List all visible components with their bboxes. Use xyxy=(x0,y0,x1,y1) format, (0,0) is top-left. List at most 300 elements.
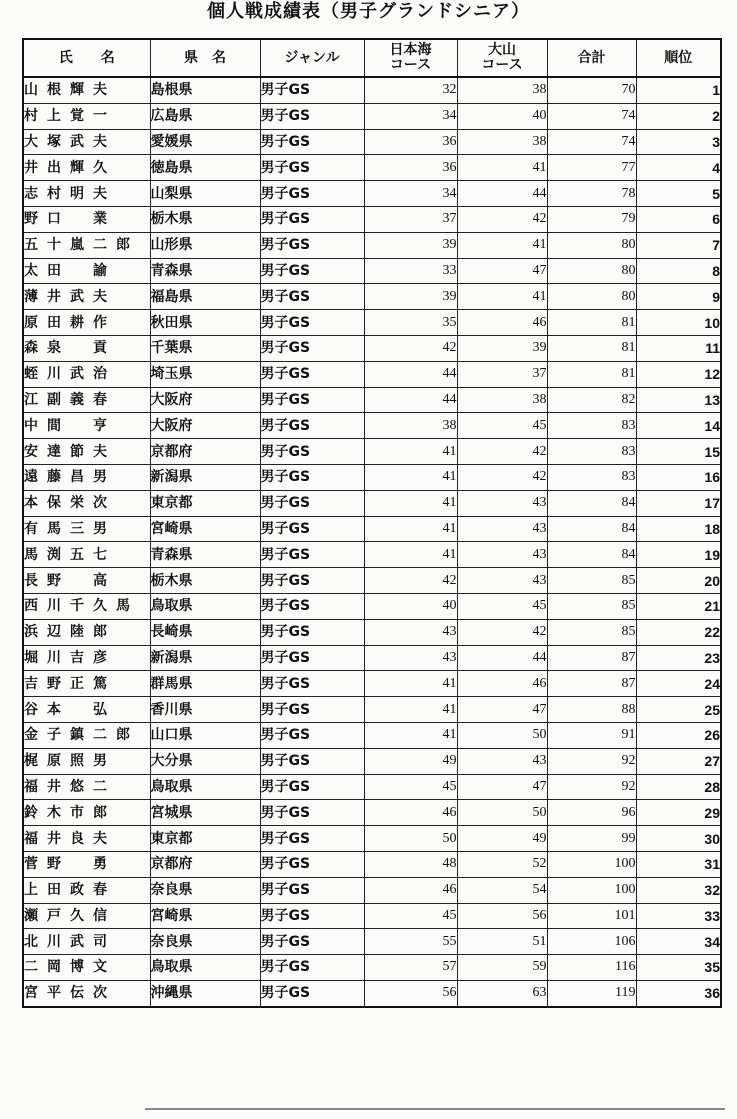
cell-rank: 3 xyxy=(636,129,721,155)
cell-course2-score: 42 xyxy=(457,619,547,645)
cell-prefecture: 島根県 xyxy=(150,77,260,103)
cell-prefecture: 大阪府 xyxy=(150,413,260,439)
cell-course1-score: 57 xyxy=(364,955,457,981)
header-row xyxy=(23,39,721,77)
table-row xyxy=(23,361,721,387)
cell-rank: 28 xyxy=(636,774,721,800)
cell-course2-score: 59 xyxy=(457,955,547,981)
cell-name: 福井良夫 xyxy=(23,826,150,852)
cell-rank: 35 xyxy=(636,955,721,981)
cell-name: 福井悠二 xyxy=(23,774,150,800)
cell-name: 谷本 弘 xyxy=(23,697,150,723)
cell-genre: 男子GS xyxy=(260,103,364,129)
table-row xyxy=(23,335,721,361)
header-genre: ジャンル xyxy=(260,39,364,77)
table-row xyxy=(23,542,721,568)
cell-course1-score: 42 xyxy=(364,335,457,361)
cell-genre: 男子GS xyxy=(260,387,364,413)
cell-name: 西川千久馬 xyxy=(23,593,150,619)
cell-prefecture: 広島県 xyxy=(150,103,260,129)
cell-name: 北川武司 xyxy=(23,929,150,955)
cell-name: 二岡博文 xyxy=(23,955,150,981)
cell-total-score: 101 xyxy=(547,903,636,929)
cell-rank: 21 xyxy=(636,593,721,619)
cell-course2-score: 42 xyxy=(457,439,547,465)
table-row xyxy=(23,980,721,1006)
cell-course1-score: 41 xyxy=(364,516,457,542)
cell-total-score: 81 xyxy=(547,335,636,361)
cell-genre: 男子GS xyxy=(260,206,364,232)
cell-total-score: 96 xyxy=(547,800,636,826)
cell-name: 鈴木市郎 xyxy=(23,800,150,826)
cell-course1-score: 38 xyxy=(364,413,457,439)
cell-course2-score: 46 xyxy=(457,671,547,697)
cell-total-score: 83 xyxy=(547,464,636,490)
cell-prefecture: 栃木県 xyxy=(150,206,260,232)
results-body xyxy=(23,77,721,1007)
cell-prefecture: 宮崎県 xyxy=(150,516,260,542)
cell-rank: 2 xyxy=(636,103,721,129)
table-row xyxy=(23,206,721,232)
cell-genre: 男子GS xyxy=(260,903,364,929)
cell-name: 馬渕五七 xyxy=(23,542,150,568)
table-row xyxy=(23,851,721,877)
table-row xyxy=(23,413,721,439)
cell-rank: 25 xyxy=(636,697,721,723)
cell-prefecture: 愛媛県 xyxy=(150,129,260,155)
header-course2-line1: 大山 xyxy=(488,42,516,58)
cell-rank: 13 xyxy=(636,387,721,413)
cell-course2-score: 40 xyxy=(457,103,547,129)
cell-course1-score: 48 xyxy=(364,851,457,877)
cell-rank: 36 xyxy=(636,980,721,1006)
cell-course2-score: 47 xyxy=(457,697,547,723)
cell-genre: 男子GS xyxy=(260,181,364,207)
cell-course1-score: 45 xyxy=(364,903,457,929)
table-row xyxy=(23,671,721,697)
cell-total-score: 88 xyxy=(547,697,636,723)
cell-name: 井出輝久 xyxy=(23,155,150,181)
cell-name: 上田政春 xyxy=(23,877,150,903)
cell-course1-score: 46 xyxy=(364,877,457,903)
cell-genre: 男子GS xyxy=(260,568,364,594)
cell-genre: 男子GS xyxy=(260,619,364,645)
table-row xyxy=(23,516,721,542)
cell-genre: 男子GS xyxy=(260,129,364,155)
cell-rank: 27 xyxy=(636,748,721,774)
cell-prefecture: 新潟県 xyxy=(150,645,260,671)
cell-rank: 4 xyxy=(636,155,721,181)
table-row xyxy=(23,697,721,723)
cell-course2-score: 39 xyxy=(457,335,547,361)
cell-course1-score: 49 xyxy=(364,748,457,774)
cell-total-score: 81 xyxy=(547,310,636,336)
cell-total-score: 79 xyxy=(547,206,636,232)
table-row xyxy=(23,645,721,671)
cell-course1-score: 32 xyxy=(364,77,457,103)
table-row xyxy=(23,155,721,181)
cell-prefecture: 京都府 xyxy=(150,439,260,465)
cell-genre: 男子GS xyxy=(260,722,364,748)
cell-genre: 男子GS xyxy=(260,697,364,723)
cell-name: 中間 亨 xyxy=(23,413,150,439)
document-title: 個人戦成績表（男子グランドシニア） xyxy=(207,1,530,22)
cell-name: 梶原照男 xyxy=(23,748,150,774)
cell-total-score: 80 xyxy=(547,284,636,310)
cell-genre: 男子GS xyxy=(260,413,364,439)
cell-rank: 1 xyxy=(636,77,721,103)
table-row xyxy=(23,387,721,413)
cell-total-score: 91 xyxy=(547,722,636,748)
cell-course1-score: 37 xyxy=(364,206,457,232)
cell-rank: 12 xyxy=(636,361,721,387)
cell-course2-score: 44 xyxy=(457,181,547,207)
cell-rank: 33 xyxy=(636,903,721,929)
cell-course1-score: 34 xyxy=(364,181,457,207)
cell-name: 瀬戸久信 xyxy=(23,903,150,929)
cell-total-score: 85 xyxy=(547,619,636,645)
cell-course2-score: 42 xyxy=(457,464,547,490)
table-row xyxy=(23,232,721,258)
cell-course2-score: 38 xyxy=(457,387,547,413)
cell-genre: 男子GS xyxy=(260,593,364,619)
cell-prefecture: 福島県 xyxy=(150,284,260,310)
cell-prefecture: 奈良県 xyxy=(150,929,260,955)
table-row xyxy=(23,929,721,955)
cell-course2-score: 37 xyxy=(457,361,547,387)
cell-name: 薄井武夫 xyxy=(23,284,150,310)
cell-course2-score: 47 xyxy=(457,258,547,284)
cell-genre: 男子GS xyxy=(260,929,364,955)
cell-name: 有馬三男 xyxy=(23,516,150,542)
table-row xyxy=(23,490,721,516)
cell-course2-score: 50 xyxy=(457,722,547,748)
cell-course1-score: 43 xyxy=(364,619,457,645)
cell-rank: 32 xyxy=(636,877,721,903)
cell-name: 菅野 勇 xyxy=(23,851,150,877)
cell-name: 山根輝夫 xyxy=(23,77,150,103)
cell-name: 五十嵐二郎 xyxy=(23,232,150,258)
cell-prefecture: 大阪府 xyxy=(150,387,260,413)
cell-prefecture: 鳥取県 xyxy=(150,955,260,981)
cell-course1-score: 36 xyxy=(364,129,457,155)
cell-total-score: 100 xyxy=(547,877,636,903)
table-row xyxy=(23,877,721,903)
cell-total-score: 84 xyxy=(547,542,636,568)
cell-prefecture: 山形県 xyxy=(150,232,260,258)
cell-prefecture: 埼玉県 xyxy=(150,361,260,387)
cell-course2-score: 43 xyxy=(457,516,547,542)
cell-course2-score: 41 xyxy=(457,155,547,181)
cell-prefecture: 青森県 xyxy=(150,542,260,568)
table-row xyxy=(23,748,721,774)
cell-name: 堀川吉彦 xyxy=(23,645,150,671)
header-course1 xyxy=(364,39,457,77)
cell-rank: 18 xyxy=(636,516,721,542)
cell-course1-score: 43 xyxy=(364,645,457,671)
cell-course1-score: 45 xyxy=(364,774,457,800)
cell-rank: 17 xyxy=(636,490,721,516)
cell-rank: 30 xyxy=(636,826,721,852)
cell-name: 吉野正篤 xyxy=(23,671,150,697)
cell-course1-score: 44 xyxy=(364,387,457,413)
cell-genre: 男子GS xyxy=(260,77,364,103)
cell-total-score: 100 xyxy=(547,851,636,877)
table-row xyxy=(23,903,721,929)
table-row xyxy=(23,593,721,619)
cell-prefecture: 東京都 xyxy=(150,490,260,516)
table-row xyxy=(23,774,721,800)
cell-name: 太田 諭 xyxy=(23,258,150,284)
cell-rank: 19 xyxy=(636,542,721,568)
cell-rank: 15 xyxy=(636,439,721,465)
cell-course2-score: 45 xyxy=(457,593,547,619)
cell-total-score: 84 xyxy=(547,490,636,516)
cell-rank: 34 xyxy=(636,929,721,955)
cell-name: 蛭川武治 xyxy=(23,361,150,387)
cell-course2-score: 41 xyxy=(457,284,547,310)
cell-course1-score: 41 xyxy=(364,671,457,697)
cell-genre: 男子GS xyxy=(260,645,364,671)
cell-course1-score: 39 xyxy=(364,232,457,258)
cell-total-score: 92 xyxy=(547,774,636,800)
cell-rank: 10 xyxy=(636,310,721,336)
cell-prefecture: 鳥取県 xyxy=(150,774,260,800)
cell-total-score: 70 xyxy=(547,77,636,103)
cell-total-score: 83 xyxy=(547,413,636,439)
cell-genre: 男子GS xyxy=(260,980,364,1006)
cell-name: 浜辺陸郎 xyxy=(23,619,150,645)
cell-genre: 男子GS xyxy=(260,232,364,258)
cell-prefecture: 宮城県 xyxy=(150,800,260,826)
cell-rank: 14 xyxy=(636,413,721,439)
cell-course2-score: 49 xyxy=(457,826,547,852)
cell-total-score: 83 xyxy=(547,439,636,465)
table-row xyxy=(23,568,721,594)
cell-name: 村上覚一 xyxy=(23,103,150,129)
header-rank: 順位 xyxy=(636,39,721,77)
cell-total-score: 78 xyxy=(547,181,636,207)
cell-total-score: 85 xyxy=(547,568,636,594)
cell-name: 原田耕作 xyxy=(23,310,150,336)
cell-genre: 男子GS xyxy=(260,671,364,697)
cell-course2-score: 38 xyxy=(457,77,547,103)
cell-course1-score: 35 xyxy=(364,310,457,336)
cell-genre: 男子GS xyxy=(260,748,364,774)
cell-rank: 9 xyxy=(636,284,721,310)
cell-total-score: 92 xyxy=(547,748,636,774)
cell-rank: 20 xyxy=(636,568,721,594)
table-row xyxy=(23,955,721,981)
cell-genre: 男子GS xyxy=(260,800,364,826)
cell-genre: 男子GS xyxy=(260,361,364,387)
cell-course1-score: 55 xyxy=(364,929,457,955)
header-course2-line2: コース xyxy=(481,57,523,73)
cell-rank: 5 xyxy=(636,181,721,207)
cell-prefecture: 大分県 xyxy=(150,748,260,774)
cell-name: 安達節夫 xyxy=(23,439,150,465)
table-row xyxy=(23,310,721,336)
cell-genre: 男子GS xyxy=(260,851,364,877)
cell-total-score: 80 xyxy=(547,258,636,284)
cell-total-score: 116 xyxy=(547,955,636,981)
cell-prefecture: 山口県 xyxy=(150,722,260,748)
cell-course1-score: 41 xyxy=(364,464,457,490)
cell-course2-score: 43 xyxy=(457,568,547,594)
cell-genre: 男子GS xyxy=(260,439,364,465)
cell-course2-score: 43 xyxy=(457,490,547,516)
cell-course2-score: 46 xyxy=(457,310,547,336)
cell-genre: 男子GS xyxy=(260,542,364,568)
cell-course1-score: 41 xyxy=(364,490,457,516)
cell-course1-score: 44 xyxy=(364,361,457,387)
cell-genre: 男子GS xyxy=(260,310,364,336)
cell-genre: 男子GS xyxy=(260,155,364,181)
cell-genre: 男子GS xyxy=(260,774,364,800)
header-course1-line1: 日本海 xyxy=(389,42,432,58)
cell-prefecture: 宮崎県 xyxy=(150,903,260,929)
table-row xyxy=(23,258,721,284)
cell-course1-score: 34 xyxy=(364,103,457,129)
cell-total-score: 84 xyxy=(547,516,636,542)
cell-rank: 16 xyxy=(636,464,721,490)
cell-course2-score: 56 xyxy=(457,903,547,929)
header-total: 合計 xyxy=(547,39,636,77)
table-row xyxy=(23,826,721,852)
cell-rank: 24 xyxy=(636,671,721,697)
cell-name: 遠藤昌男 xyxy=(23,464,150,490)
cell-course2-score: 51 xyxy=(457,929,547,955)
table-row xyxy=(23,284,721,310)
cell-genre: 男子GS xyxy=(260,464,364,490)
cell-course2-score: 44 xyxy=(457,645,547,671)
cell-name: 金子鎮二郎 xyxy=(23,722,150,748)
cell-prefecture: 秋田県 xyxy=(150,310,260,336)
cell-course1-score: 50 xyxy=(364,826,457,852)
cell-course2-score: 50 xyxy=(457,800,547,826)
cell-total-score: 119 xyxy=(547,980,636,1006)
header-course1-line2: コース xyxy=(389,57,432,73)
cell-prefecture: 栃木県 xyxy=(150,568,260,594)
cell-prefecture: 京都府 xyxy=(150,851,260,877)
cell-rank: 26 xyxy=(636,722,721,748)
table-row xyxy=(23,464,721,490)
table-row xyxy=(23,181,721,207)
table-row xyxy=(23,800,721,826)
cell-total-score: 74 xyxy=(547,129,636,155)
cell-course1-score: 39 xyxy=(364,284,457,310)
cell-name: 長野 高 xyxy=(23,568,150,594)
header-name: 氏 名 xyxy=(23,39,150,77)
table-row xyxy=(23,722,721,748)
cell-course1-score: 40 xyxy=(364,593,457,619)
results-table xyxy=(22,38,722,1008)
cell-prefecture: 山梨県 xyxy=(150,181,260,207)
header-course2 xyxy=(457,39,547,77)
cell-name: 森泉 貢 xyxy=(23,335,150,361)
cell-genre: 男子GS xyxy=(260,877,364,903)
cell-total-score: 106 xyxy=(547,929,636,955)
table-row xyxy=(23,77,721,103)
cell-genre: 男子GS xyxy=(260,826,364,852)
cell-course2-score: 42 xyxy=(457,206,547,232)
cell-rank: 29 xyxy=(636,800,721,826)
cell-course1-score: 56 xyxy=(364,980,457,1006)
cell-rank: 6 xyxy=(636,206,721,232)
cell-prefecture: 群馬県 xyxy=(150,671,260,697)
cell-name: 志村明夫 xyxy=(23,181,150,207)
cell-course2-score: 47 xyxy=(457,774,547,800)
cell-genre: 男子GS xyxy=(260,258,364,284)
cell-prefecture: 長崎県 xyxy=(150,619,260,645)
table-row xyxy=(23,103,721,129)
cell-rank: 7 xyxy=(636,232,721,258)
page-bottom-rule xyxy=(145,1108,725,1110)
cell-course1-score: 36 xyxy=(364,155,457,181)
cell-prefecture: 青森県 xyxy=(150,258,260,284)
cell-rank: 11 xyxy=(636,335,721,361)
cell-total-score: 80 xyxy=(547,232,636,258)
cell-course2-score: 54 xyxy=(457,877,547,903)
cell-prefecture: 徳島県 xyxy=(150,155,260,181)
cell-course2-score: 41 xyxy=(457,232,547,258)
cell-genre: 男子GS xyxy=(260,955,364,981)
cell-total-score: 81 xyxy=(547,361,636,387)
cell-course2-score: 45 xyxy=(457,413,547,439)
cell-prefecture: 東京都 xyxy=(150,826,260,852)
cell-prefecture: 鳥取県 xyxy=(150,593,260,619)
cell-course1-score: 33 xyxy=(364,258,457,284)
cell-total-score: 87 xyxy=(547,671,636,697)
cell-prefecture: 千葉県 xyxy=(150,335,260,361)
cell-name: 江副義春 xyxy=(23,387,150,413)
cell-genre: 男子GS xyxy=(260,516,364,542)
cell-rank: 31 xyxy=(636,851,721,877)
cell-prefecture: 奈良県 xyxy=(150,877,260,903)
cell-rank: 8 xyxy=(636,258,721,284)
cell-course2-score: 63 xyxy=(457,980,547,1006)
cell-course1-score: 41 xyxy=(364,722,457,748)
cell-course2-score: 43 xyxy=(457,748,547,774)
cell-prefecture: 沖縄県 xyxy=(150,980,260,1006)
cell-course1-score: 41 xyxy=(364,697,457,723)
cell-course1-score: 41 xyxy=(364,542,457,568)
table-row xyxy=(23,619,721,645)
cell-total-score: 87 xyxy=(547,645,636,671)
cell-course1-score: 42 xyxy=(364,568,457,594)
cell-prefecture: 新潟県 xyxy=(150,464,260,490)
cell-course1-score: 46 xyxy=(364,800,457,826)
cell-genre: 男子GS xyxy=(260,284,364,310)
header-prefecture: 県 名 xyxy=(150,39,260,77)
cell-total-score: 99 xyxy=(547,826,636,852)
cell-course1-score: 41 xyxy=(364,439,457,465)
cell-course2-score: 52 xyxy=(457,851,547,877)
cell-rank: 23 xyxy=(636,645,721,671)
cell-genre: 男子GS xyxy=(260,490,364,516)
cell-total-score: 74 xyxy=(547,103,636,129)
cell-total-score: 82 xyxy=(547,387,636,413)
cell-total-score: 85 xyxy=(547,593,636,619)
cell-rank: 22 xyxy=(636,619,721,645)
cell-total-score: 77 xyxy=(547,155,636,181)
cell-genre: 男子GS xyxy=(260,335,364,361)
cell-course2-score: 43 xyxy=(457,542,547,568)
table-row xyxy=(23,439,721,465)
cell-name: 大塚武夫 xyxy=(23,129,150,155)
cell-name: 宮平伝次 xyxy=(23,980,150,1006)
table-row xyxy=(23,129,721,155)
